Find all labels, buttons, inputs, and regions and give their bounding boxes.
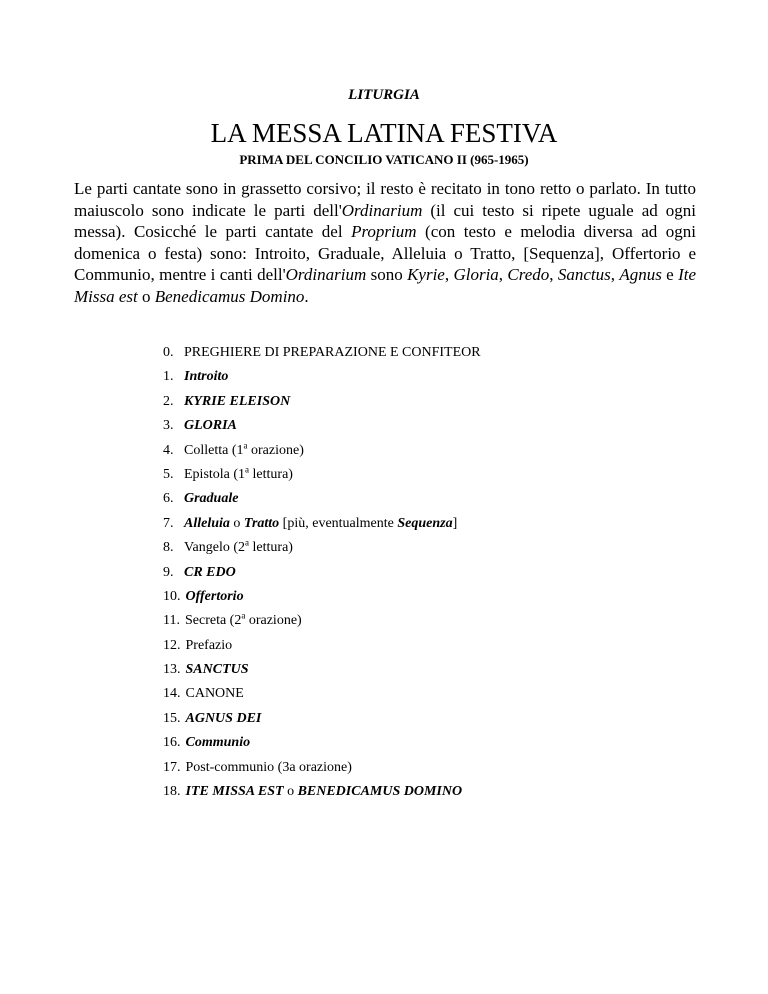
item-label: Communio bbox=[185, 735, 251, 751]
item-number: 2. bbox=[163, 393, 174, 409]
item-number: 6. bbox=[163, 491, 174, 507]
list-item bbox=[163, 490, 683, 514]
item-note-close: ] bbox=[452, 515, 458, 531]
item-label: Offertorio bbox=[185, 588, 244, 604]
intro-text: , bbox=[610, 265, 620, 284]
intro-term-benedicamus: Benedicamus Domino bbox=[154, 286, 305, 306]
item-label-tail: orazione) bbox=[247, 442, 304, 458]
intro-text: o bbox=[137, 286, 155, 306]
item-label-tail: lettura) bbox=[249, 466, 293, 482]
list-item bbox=[163, 515, 683, 539]
intro-term-credo: Credo bbox=[507, 265, 550, 284]
item-number: 4. bbox=[163, 442, 174, 458]
intro-term-proprium: Proprium bbox=[351, 222, 417, 241]
intro-term-ordinarium: Ordinarium bbox=[341, 200, 423, 220]
item-number: 3. bbox=[163, 418, 174, 434]
intro-text: , bbox=[498, 265, 508, 284]
item-number: 18. bbox=[163, 784, 181, 800]
list-item bbox=[163, 344, 683, 368]
list-item bbox=[163, 661, 683, 685]
list-item bbox=[163, 759, 683, 783]
list-item bbox=[163, 564, 683, 588]
list-item bbox=[163, 368, 683, 392]
list-item bbox=[163, 466, 683, 490]
document-subtitle: PRIMA DEL CONCILIO VATICANO II (965-1965) bbox=[239, 152, 529, 167]
item-label: AGNUS DEI bbox=[185, 710, 262, 726]
item-connector: o bbox=[229, 515, 244, 531]
section-kicker: LITURGIA bbox=[348, 87, 420, 103]
item-label: Epistola (1 bbox=[184, 466, 246, 482]
item-number: 10. bbox=[163, 588, 181, 604]
intro-text: , bbox=[549, 265, 558, 284]
item-number: 11. bbox=[163, 613, 180, 629]
document-title: LA MESSA LATINA FESTIVA bbox=[210, 118, 558, 148]
item-label: Vangelo (2 bbox=[184, 540, 246, 556]
item-label-benedicamus: BENEDICAMUS DOMINO bbox=[297, 784, 463, 800]
item-number: 14. bbox=[163, 686, 181, 702]
intro-text: sono bbox=[366, 265, 408, 284]
item-number: 13. bbox=[163, 662, 181, 678]
list-item bbox=[163, 685, 683, 709]
ordinal-superscript: a bbox=[243, 439, 248, 450]
item-number: 16. bbox=[163, 735, 181, 751]
item-label-tail: orazione) bbox=[245, 613, 302, 629]
item-label: SANCTUS bbox=[185, 662, 249, 678]
item-label: Graduale bbox=[184, 491, 239, 507]
intro-term-agnus: Agnus bbox=[619, 265, 662, 284]
intro-term-ordinarium: Ordinarium bbox=[285, 265, 367, 284]
item-number: 15. bbox=[163, 710, 181, 726]
item-label-ite-missa-est: ITE MISSA EST bbox=[185, 784, 284, 800]
item-label-alleluia: Alleluia bbox=[184, 515, 230, 531]
list-item bbox=[163, 588, 683, 612]
intro-text: . bbox=[304, 286, 309, 306]
list-item bbox=[163, 417, 683, 441]
list-item bbox=[163, 439, 683, 466]
item-label: KYRIE ELEISON bbox=[184, 393, 291, 409]
item-label: Colletta (1 bbox=[184, 442, 244, 458]
item-number: 7. bbox=[163, 515, 174, 531]
item-label: PREGHIERE DI PREPARAZIONE E CONFITEOR bbox=[184, 345, 481, 360]
item-note: [più, eventualmente bbox=[279, 515, 398, 531]
item-label-tail: lettura) bbox=[249, 540, 293, 556]
intro-term-kyrie: Kyrie bbox=[407, 265, 445, 284]
list-item bbox=[163, 734, 683, 758]
intro-text: (con testo e melodia diversa ad ogni domenica o festa) sono: Introito, Graduale, Alleluia o Tratto, [Sequenza], Offertorio e Communio, mentre i canti dell' bbox=[74, 222, 696, 284]
ordinal-superscript: a bbox=[245, 464, 250, 475]
item-number: 17. bbox=[163, 759, 181, 775]
intro-term-gloria: Gloria bbox=[453, 265, 499, 284]
list-item bbox=[163, 393, 683, 417]
item-connector: o bbox=[283, 784, 298, 800]
item-label: GLORIA bbox=[184, 418, 237, 434]
item-label: Post-communio (3a orazione) bbox=[185, 759, 352, 775]
item-label: Introito bbox=[184, 369, 229, 385]
item-label-sequenza: Sequenza bbox=[397, 515, 453, 531]
intro-text: , bbox=[444, 265, 454, 284]
item-number: 0. bbox=[163, 345, 174, 360]
item-number: 1. bbox=[163, 369, 174, 385]
intro-text: Le parti cantate sono in grassetto corsivo; il resto è recitato in tono retto o parlato. In tutto maiuscolo sono indicate le parti dell' bbox=[74, 179, 696, 220]
list-item bbox=[163, 783, 683, 807]
ordinal-superscript: a bbox=[241, 610, 246, 621]
list-item bbox=[163, 637, 683, 661]
list-item bbox=[163, 539, 683, 563]
item-number: 9. bbox=[163, 564, 174, 580]
item-label: CANONE bbox=[185, 686, 244, 702]
list-item bbox=[163, 612, 683, 636]
intro-text: e bbox=[661, 265, 679, 284]
item-label: Prefazio bbox=[185, 637, 233, 653]
item-number: 8. bbox=[163, 540, 174, 556]
item-label: Secreta (2 bbox=[184, 613, 242, 629]
mass-parts-list bbox=[163, 344, 683, 807]
intro-paragraph bbox=[74, 178, 696, 307]
intro-term-ite-missa-est: Ite Missa est bbox=[74, 265, 697, 306]
list-item bbox=[163, 710, 683, 734]
item-label-tratto: Tratto bbox=[243, 515, 280, 531]
item-number: 12. bbox=[163, 637, 181, 653]
ordinal-superscript: a bbox=[245, 537, 250, 548]
intro-term-sanctus: Sanctus bbox=[557, 265, 611, 284]
item-label: CR EDO bbox=[184, 564, 236, 580]
intro-text: (il cui testo si ripete uguale ad ogni messa). Cosicché le parti cantate del bbox=[74, 200, 696, 241]
item-number: 5. bbox=[163, 466, 174, 482]
